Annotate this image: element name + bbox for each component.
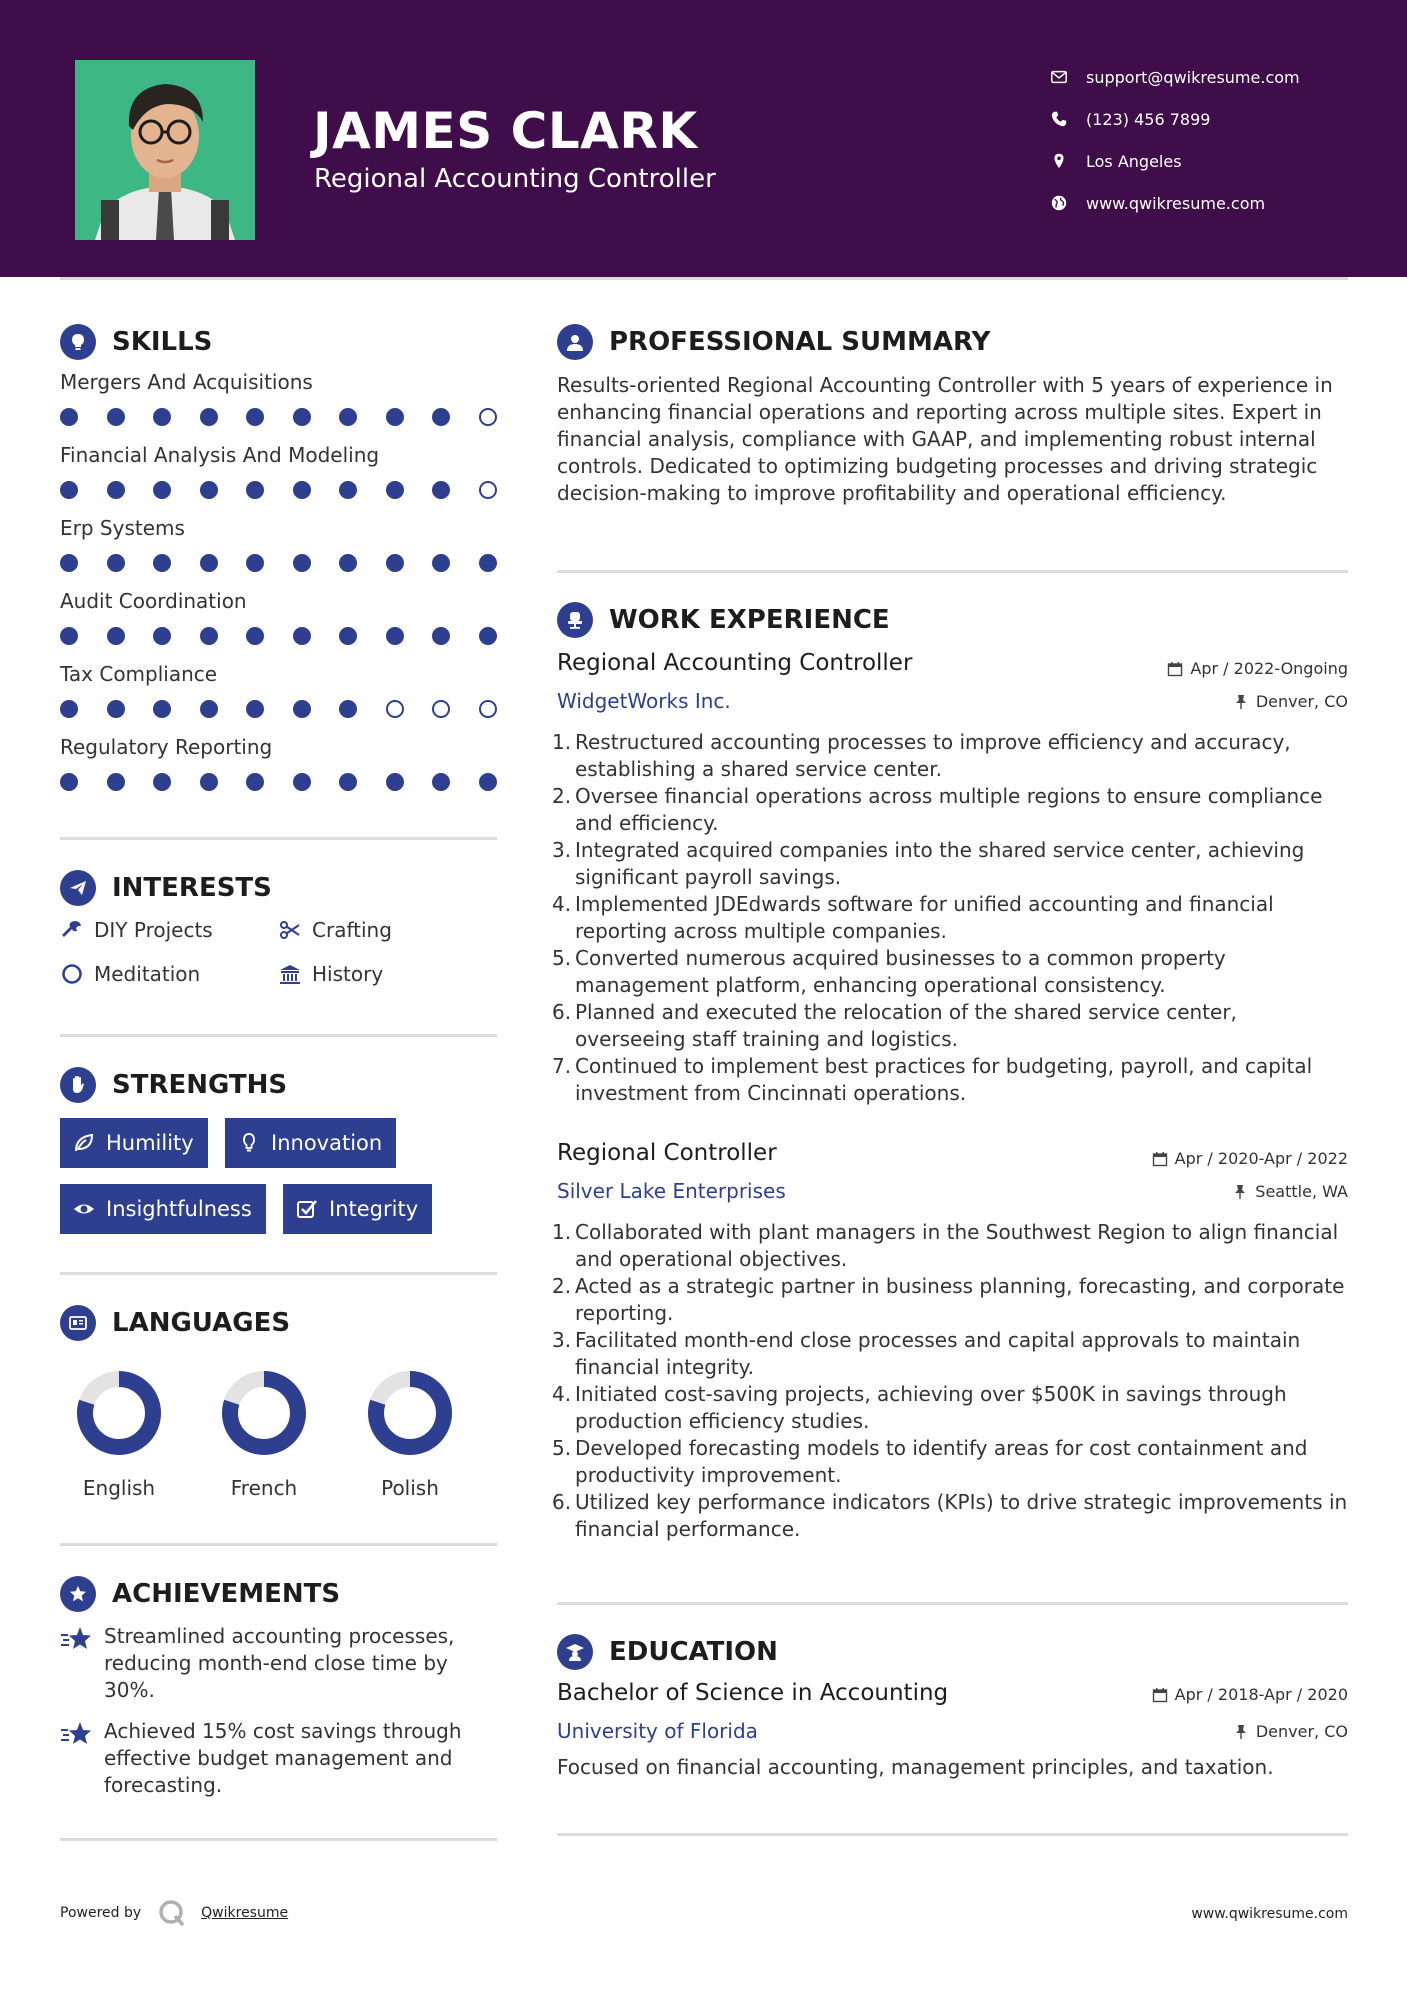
rating-dot-filled: [386, 408, 404, 426]
rating-dot-filled: [107, 554, 125, 572]
contact-email[interactable]: [1050, 56, 1350, 98]
bullet-text: Integrated acquired companies into the shared service center, achieving significant payroll savings.: [575, 838, 1305, 889]
language-item: [59, 1368, 179, 1500]
paper-plane-icon: [60, 870, 96, 906]
rating-dot-filled: [246, 481, 264, 499]
pushpin-icon: [1232, 1184, 1248, 1200]
candidate-role: Regional Accounting Controller: [314, 164, 716, 194]
circle-icon: [60, 962, 84, 986]
summary-title: PROFESSIONAL SUMMARY: [609, 327, 991, 357]
rating-dot-filled: [107, 773, 125, 791]
skill-rating: [60, 700, 497, 718]
leaf-icon: [72, 1131, 96, 1155]
skill-item: [60, 516, 497, 572]
rating-dot-filled: [293, 627, 311, 645]
footer-powered-by: [60, 1898, 288, 1928]
education-location-text: Denver, CO: [1255, 1722, 1348, 1741]
bullet-number: 3.: [552, 838, 572, 862]
qwikresume-logo-icon: [157, 1898, 187, 1928]
rating-dot-filled: [293, 554, 311, 572]
rating-dot-filled: [432, 627, 450, 645]
rating-dot-filled: [479, 554, 497, 572]
interest-label: History: [312, 962, 384, 986]
strength-tag: [225, 1118, 396, 1168]
interests-divider: [60, 1034, 497, 1037]
language-name: English: [82, 1476, 156, 1500]
bullet-number: 2.: [552, 1274, 572, 1298]
interests-title: INTERESTS: [112, 873, 272, 903]
education-date-text: Apr / 2018-Apr / 2020: [1174, 1685, 1348, 1704]
rating-dot-filled: [153, 554, 171, 572]
lightbulb-icon: [237, 1131, 261, 1155]
rating-dot-filled: [60, 627, 78, 645]
rating-dot-filled: [339, 408, 357, 426]
bullet-number: 3.: [552, 1328, 572, 1352]
language-donut: [219, 1368, 309, 1458]
rating-dot-filled: [386, 554, 404, 572]
languages-heading: [60, 1303, 290, 1343]
bullet-number: 1.: [552, 1220, 572, 1244]
rating-dot-filled: [246, 700, 264, 718]
pushpin-icon: [1233, 694, 1249, 710]
experience-heading: [557, 600, 890, 640]
bullet-text: Continued to implement best practices for budgeting, payroll, and capital investment from Cincinnati operations.: [575, 1054, 1313, 1105]
job-date: [1167, 659, 1348, 678]
rating-dot-filled: [386, 627, 404, 645]
bullet-text: Implemented JDEdwards software for unified accounting and financial reporting across multiple companies.: [575, 892, 1274, 943]
rating-dot-filled: [432, 773, 450, 791]
skills-title: SKILLS: [112, 327, 213, 357]
achievement-text: Streamlined accounting processes, reducing month-end close time by 30%.: [104, 1624, 455, 1702]
education-heading: [557, 1632, 778, 1672]
interest-label: Crafting: [312, 918, 392, 942]
header-divider: [60, 277, 1348, 280]
contact-list: [1050, 56, 1350, 224]
qwikresume-link[interactable]: Qwikresume: [201, 1905, 289, 1921]
rating-dot-filled: [60, 773, 78, 791]
job-company: WidgetWorks Inc.: [557, 689, 731, 713]
id-card-icon: [60, 1305, 96, 1341]
bullet-text: Collaborated with plant managers in the Southwest Region to align financial and operational objectives.: [575, 1220, 1339, 1271]
bullet-number: 5.: [552, 946, 572, 970]
rating-dot-empty: [479, 408, 497, 426]
skill-rating: [60, 481, 497, 499]
bullet-text: Restructured accounting processes to improve efficiency and accuracy, establishing a shared service center.: [575, 730, 1291, 781]
rating-dot-filled: [153, 700, 171, 718]
language-donut: [365, 1368, 455, 1458]
strengths-title: STRENGTHS: [112, 1070, 288, 1100]
rating-dot-filled: [339, 773, 357, 791]
strength-label: Integrity: [329, 1197, 419, 1221]
job-bullet: [552, 1273, 1348, 1327]
rating-dot-filled: [200, 481, 218, 499]
rating-dot-filled: [432, 481, 450, 499]
job-bullets: [552, 729, 1348, 1107]
contact-phone[interactable]: [1050, 98, 1350, 140]
bullet-text: Utilized key performance indicators (KPIs) to drive strategic improvements in financial performance.: [575, 1490, 1348, 1541]
rating-dot-filled: [386, 481, 404, 499]
strength-label: Humility: [106, 1131, 194, 1155]
interest-item: [278, 962, 383, 986]
star-badge-icon: [60, 1576, 96, 1612]
rating-dot-empty: [479, 700, 497, 718]
powered-by-text: Powered by: [60, 1905, 142, 1921]
lightbulb-icon: [60, 324, 96, 360]
job-bullet: [552, 1219, 1348, 1273]
language-donut: [74, 1368, 164, 1458]
rating-dot-filled: [293, 408, 311, 426]
skill-name: Tax Compliance: [60, 662, 218, 686]
languages-divider: [60, 1543, 497, 1546]
checkbox-icon: [295, 1197, 319, 1221]
skill-item: [60, 589, 497, 645]
bullet-number: 7.: [552, 1054, 572, 1078]
achievements-divider: [60, 1838, 497, 1841]
skill-item: [60, 662, 497, 718]
eye-icon: [72, 1197, 96, 1221]
bullet-text: Initiated cost-saving projects, achieving over $500K in savings through production efficiency studies.: [575, 1382, 1287, 1433]
summary-heading: [557, 322, 990, 362]
interest-item: [278, 918, 392, 942]
candidate-name: JAMES CLARK: [313, 102, 698, 160]
job-bullet: [552, 1435, 1348, 1489]
job-bullet: [552, 999, 1348, 1053]
bullet-number: 4.: [552, 892, 572, 916]
rating-dot-filled: [432, 554, 450, 572]
location-pin-icon: [1050, 152, 1068, 170]
bullet-number: 5.: [552, 1436, 572, 1460]
skill-item: [60, 735, 497, 791]
strengths-divider: [60, 1272, 497, 1275]
phone-icon: [1050, 110, 1068, 128]
language-item: [204, 1368, 324, 1500]
strength-label: Insightfulness: [106, 1197, 252, 1221]
skill-item: [60, 443, 497, 499]
calendar-icon: [1167, 661, 1183, 677]
job-date-text: Apr / 2020-Apr / 2022: [1174, 1149, 1348, 1168]
star-icon: [60, 1720, 92, 1748]
star-icon: [60, 1625, 92, 1653]
contact-phone-text: (123) 456 7899: [1086, 109, 1211, 129]
rating-dot-filled: [339, 481, 357, 499]
job-title: Regional Accounting Controller: [557, 650, 913, 676]
job-date-text: Apr / 2022-Ongoing: [1190, 659, 1348, 678]
footer-url[interactable]: www.qwikresume.com: [1191, 1906, 1348, 1922]
job-location-text: Seattle, WA: [1255, 1182, 1348, 1201]
rating-dot-filled: [293, 700, 311, 718]
bullet-text: Converted numerous acquired businesses to a common property management platform, enhancing operational consistency.: [575, 946, 1226, 997]
bullet-text: Developed forecasting models to identify areas for cost containment and productivity improvement.: [575, 1436, 1308, 1487]
calendar-icon: [1152, 1151, 1168, 1167]
achievement-text: Achieved 15% cost savings through effective budget management and forecasting.: [104, 1719, 462, 1797]
rating-dot-filled: [293, 773, 311, 791]
bullet-number: 4.: [552, 1382, 572, 1406]
skill-name: Audit Coordination: [60, 589, 247, 613]
user-icon: [557, 324, 593, 360]
job-bullets: [552, 1219, 1348, 1543]
rating-dot-filled: [386, 773, 404, 791]
contact-email-text: support@qwikresume.com: [1086, 67, 1300, 87]
rating-dot-filled: [339, 627, 357, 645]
rating-dot-filled: [246, 554, 264, 572]
strength-tag: [283, 1184, 432, 1234]
rating-dot-empty: [432, 700, 450, 718]
raised-hand-icon: [60, 1067, 96, 1103]
achievement-item: [60, 1623, 497, 1704]
skill-item: [60, 370, 497, 426]
envelope-icon: [1050, 68, 1068, 86]
education-degree: Bachelor of Science in Accounting: [557, 1680, 949, 1706]
rating-dot-filled: [107, 481, 125, 499]
education-description: Focused on financial accounting, management principles, and taxation.: [557, 1755, 1274, 1779]
rating-dot-filled: [339, 700, 357, 718]
rating-dot-filled: [200, 627, 218, 645]
job-bullet: [552, 783, 1348, 837]
rating-dot-filled: [60, 481, 78, 499]
skill-rating: [60, 627, 497, 645]
experience-title: WORK EXPERIENCE: [609, 605, 890, 635]
profile-photo: [75, 60, 255, 240]
job-location-text: Denver, CO: [1255, 692, 1348, 711]
rating-dot-filled: [153, 627, 171, 645]
bullet-text: Acted as a strategic partner in business planning, forecasting, and corporate reporting.: [575, 1274, 1345, 1325]
bullet-number: 6.: [552, 1490, 572, 1514]
skill-name: Regulatory Reporting: [60, 735, 273, 759]
museum-icon: [278, 962, 302, 986]
rating-dot-filled: [153, 408, 171, 426]
interest-item: [60, 918, 213, 942]
job-date: [1152, 1149, 1348, 1168]
strengths-heading: [60, 1065, 287, 1105]
bullet-number: 6.: [552, 1000, 572, 1024]
rating-dot-filled: [339, 554, 357, 572]
rating-dot-filled: [200, 554, 218, 572]
job-company: Silver Lake Enterprises: [557, 1179, 786, 1203]
skills-divider: [60, 837, 497, 840]
job-bullet: [552, 837, 1348, 891]
education-location: [1233, 1722, 1348, 1741]
office-chair-icon: [557, 602, 593, 638]
interests-heading: [60, 868, 272, 908]
rating-dot-filled: [479, 773, 497, 791]
resume-header: [0, 0, 1407, 277]
education-date: [1152, 1685, 1348, 1704]
job-location: [1232, 1182, 1348, 1201]
language-item: [350, 1368, 470, 1500]
rating-dot-filled: [60, 408, 78, 426]
achievement-item: [60, 1718, 497, 1799]
contact-location: [1050, 140, 1350, 182]
skill-name: Erp Systems: [60, 516, 185, 540]
rating-dot-filled: [153, 481, 171, 499]
achievements-heading: [60, 1574, 340, 1614]
experience-divider: [557, 1602, 1348, 1605]
rating-dot-filled: [107, 408, 125, 426]
language-name: French: [230, 1476, 298, 1500]
skill-rating: [60, 773, 497, 791]
contact-location-text: Los Angeles: [1086, 151, 1182, 171]
globe-icon: [1050, 194, 1068, 212]
rating-dot-filled: [60, 700, 78, 718]
rating-dot-filled: [246, 773, 264, 791]
person-portrait-icon: [75, 60, 255, 240]
bullet-number: 2.: [552, 784, 572, 808]
summary-text: Results-oriented Regional Accounting Controller with 5 years of experience in enhancing financial operations and reporting across multiple sites. Expert in financial analysis, compliance with GAAP, and implementing robust internal controls. Dedicated to optimizing budgeting processes and driving strategic decision-making to improve profitability and operational efficiency.: [557, 373, 1333, 505]
job-bullet: [552, 1053, 1348, 1107]
rating-dot-filled: [107, 627, 125, 645]
calendar-icon: [1152, 1687, 1168, 1703]
contact-website-text: www.qwikresume.com: [1086, 193, 1266, 213]
education-school: University of Florida: [557, 1719, 758, 1743]
rating-dot-filled: [200, 408, 218, 426]
bullet-text: Planned and executed the relocation of the shared service center, overseeing staff training and logistics.: [575, 1000, 1237, 1051]
education-title: EDUCATION: [609, 1637, 778, 1667]
strength-tag: [60, 1118, 208, 1168]
job-location: [1233, 692, 1348, 711]
rating-dot-filled: [200, 700, 218, 718]
interest-item: [60, 962, 200, 986]
job-bullet: [552, 1489, 1348, 1543]
strength-label: Innovation: [271, 1131, 383, 1155]
rating-dot-filled: [246, 408, 264, 426]
rating-dot-filled: [293, 481, 311, 499]
skill-name: Financial Analysis And Modeling: [60, 443, 380, 467]
rating-dot-filled: [60, 554, 78, 572]
interest-label: Meditation: [94, 962, 201, 986]
job-bullet: [552, 891, 1348, 945]
bullet-text: Facilitated month-end close processes and capital approvals to maintain financial integrity.: [575, 1328, 1301, 1379]
rating-dot-empty: [386, 700, 404, 718]
job-bullet: [552, 729, 1348, 783]
strength-tag: [60, 1184, 266, 1234]
rating-dot-filled: [200, 773, 218, 791]
job-bullet: [552, 1381, 1348, 1435]
rating-dot-filled: [107, 700, 125, 718]
summary-divider: [557, 570, 1348, 573]
skill-rating: [60, 408, 497, 426]
skill-rating: [60, 554, 497, 572]
languages-title: LANGUAGES: [112, 1308, 291, 1338]
graduate-icon: [557, 1634, 593, 1670]
scissors-icon: [278, 918, 302, 942]
pushpin-icon: [1233, 1724, 1249, 1740]
interest-label: DIY Projects: [94, 918, 213, 942]
rating-dot-filled: [479, 627, 497, 645]
rating-dot-filled: [153, 773, 171, 791]
job-title: Regional Controller: [557, 1140, 777, 1166]
wrench-icon: [60, 918, 84, 942]
rating-dot-filled: [432, 408, 450, 426]
rating-dot-filled: [246, 627, 264, 645]
language-name: Polish: [381, 1476, 439, 1500]
job-bullet: [552, 1327, 1348, 1381]
bullet-number: 1.: [552, 730, 572, 754]
skills-heading: [60, 322, 212, 362]
contact-website[interactable]: [1050, 182, 1350, 224]
skill-name: Mergers And Acquisitions: [60, 370, 313, 394]
bullet-text: Oversee financial operations across multiple regions to ensure compliance and efficiency.: [575, 784, 1323, 835]
job-bullet: [552, 945, 1348, 999]
education-divider: [557, 1833, 1348, 1836]
rating-dot-empty: [479, 481, 497, 499]
achievements-title: ACHIEVEMENTS: [112, 1579, 341, 1609]
